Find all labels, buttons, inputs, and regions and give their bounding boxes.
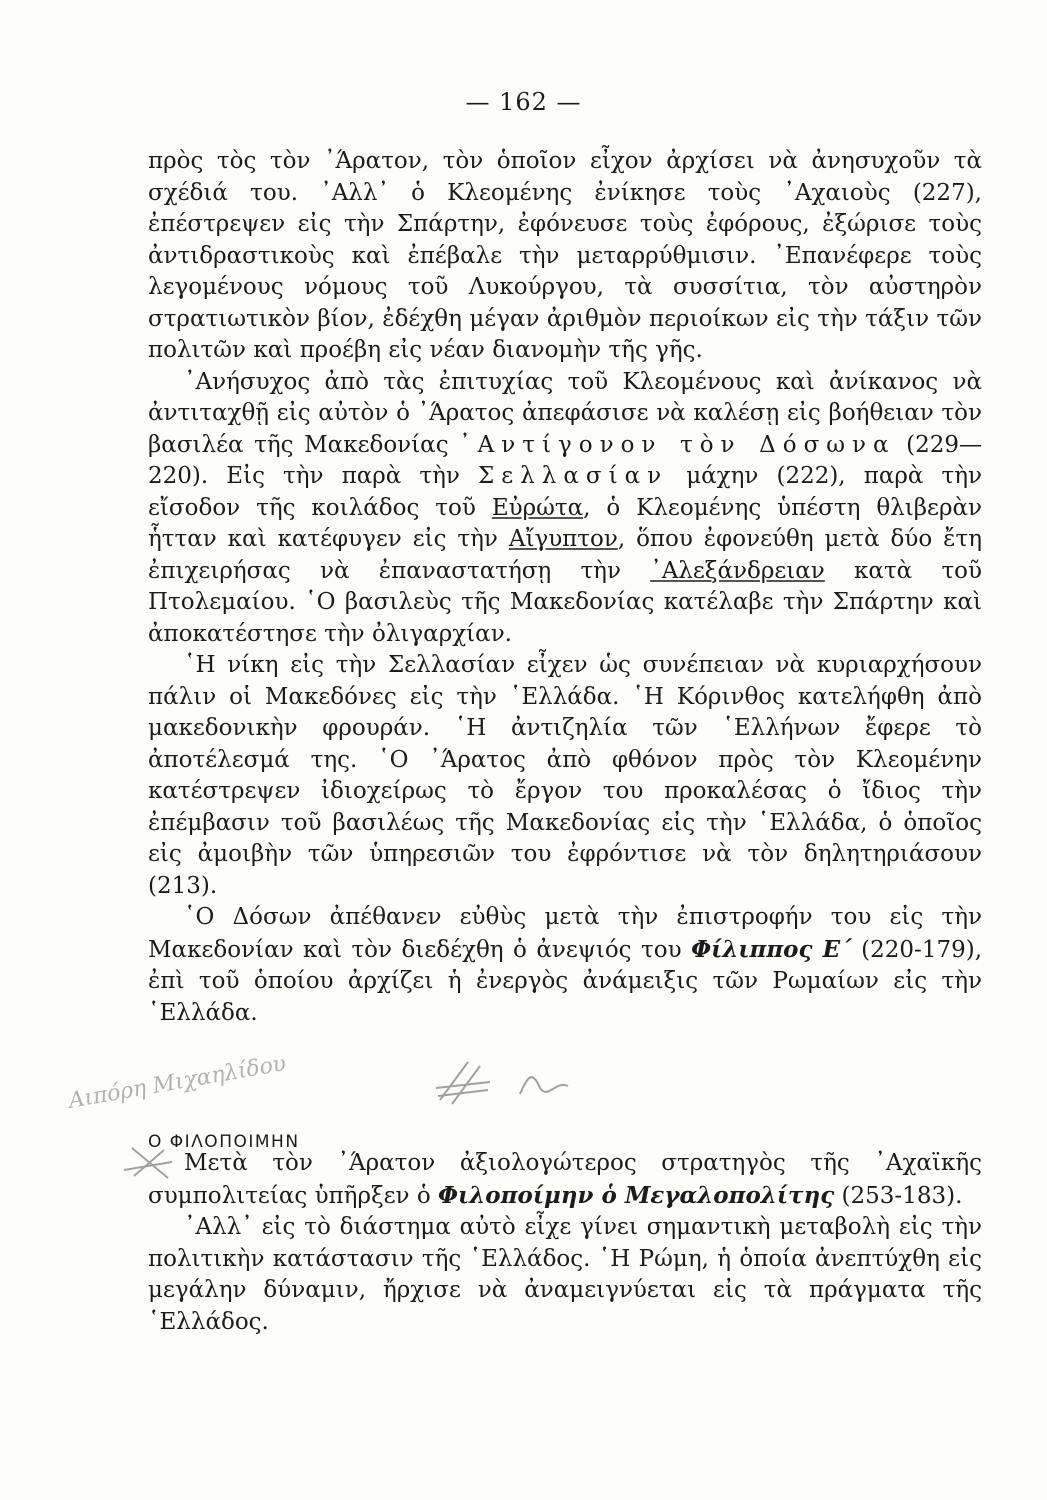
antigonus-doson-name: ᾽Αντίγονον τὸν Δόσωνα [459, 431, 896, 458]
alexandria-underlined: ᾽Αλεξάνδρειαν [650, 557, 825, 584]
paragraph-6 [148, 1212, 982, 1338]
paragraph-5 [148, 1148, 982, 1212]
eurotas-underlined: Εὐρώτα [491, 494, 584, 521]
paragraph-2-text-c: μάχην (222), παρὰ τὴν εἴσοδον τῆς κοιλάδος τοῦ [148, 463, 982, 521]
paragraph-6-text: ᾽Αλλ᾽ εἰς τὸ διάστημα αὐτὸ εἶχε γίνει σημαντικὴ μεταβολὴ εἰς τὴν πολιτικὴν κατάστασιν τῆς ῾Ελλάδος. ῾Η Ρώμη, ἡ ὁποία ἀνεπτύχθη εἰς μεγάλην δύναμιν, ἤρχισε νὰ ἀναμειγνύεται εἰς τὰ πράγματα τῆς ῾Ελλάδος. [148, 1214, 982, 1335]
body-text-section-2 [148, 1148, 982, 1338]
paragraph-3-text: ῾Η νίκη εἰς τὴν Σελλασίαν εἶχεν ὡς συνέπειαν νὰ κυριαρχήσουν πάλιν οἱ Μακεδόνες εἰς τὴν ῾Ελλάδα. ῾Η Κόρινθος κατελήφθη ἀπὸ μακεδονικὴν φρουράν. ῾Η ἀντιζηλία τῶν ῾Ελλήνων ἔφερε τὸ ἀποτέλεσμά της. ῾Ο ᾽Άρατος ἀπὸ φθόνον πρὸς τὸν Κλεομένην κατέστρεψεν ἰδιοχείρως τὸ ἔργον του προκαλέσας ὁ ἴδιος τὴν ἐπέμβασιν τοῦ βασιλέως τῆς Μακεδονίας εἰς τὴν ῾Ελλάδα, ὁ ὁποῖος εἰς ἀμοιβὴν τῶν ὑπηρεσιῶν του ἐφρόντισε νὰ τὸν δηλητηριάσουν (213). [148, 652, 982, 899]
paragraph-4 [148, 902, 982, 1029]
paragraph-4-text-b: (220-179), ἐπὶ τοῦ ὁποίου ἀρχίζει ἡ ἐνεργὸς ἀνάμειξις τῶν Ρωμαίων εἰς τὴν ῾Ελλάδα. [148, 936, 982, 1026]
philopoemen-name: Φιλοποίμην ὁ Μεγαλοπολίτης [438, 1181, 835, 1209]
paragraph-3 [148, 650, 982, 902]
paragraph-1-text: πρὸς τὸς τὸν ᾽Άρατον, τὸν ὁποῖον εἶχον ἀρχίσει νὰ ἀνησυχοῦν τὰ σχέδιά του. ᾽Αλλ᾽ ὁ Κλεομένης ἐνίκησε τοὺς ᾽Αχαιοὺς (227), ἐπέστρεψεν εἰς τὴν Σπάρτην, ἐφόνευσε τοὺς ἐφόρους, ἐξώρισε τοὺς ἀντιδραστικοὺς καὶ ἐπέβαλε τὴν μεταρρύθμισιν. ᾽Επανέφερε τοὺς λεγομένους νόμους τοῦ Λυκούργου, τὰ συσσίτια, τὸν αὐστηρὸν στρατιωτικὸν βίον, ἐδέχθη μέγαν ἀριθμὸν περιοίκων εἰς τὴν τάξιν τῶν πολιτῶν καὶ προέβη εἰς νέαν διανομὴν τῆς γῆς. [148, 148, 982, 363]
paragraph-2-text-a: ᾽Ανήσυχος ἀπὸ τὰς ἐπιτυχίας τοῦ Κλεομένους καὶ ἀνίκανος νὰ ἀντιταχθῇ εἰς αὐτὸν ὁ ᾽Άρατος ἀπεφάσισε νὰ καλέσῃ εἰς βοήθειαν τὸν βασιλέα τῆς Μακεδονίας [148, 368, 982, 458]
section-heading: Ο ΦΙΛΟΠΟΙΜΗΝ [148, 1132, 300, 1152]
paragraph-2 [148, 367, 982, 651]
scribble-mark-icon [436, 1062, 568, 1104]
paragraph-5-text-b: (253-183). [834, 1182, 963, 1209]
sellasia-place-name: Σελλασίαν [478, 463, 669, 489]
paragraph-1 [148, 146, 982, 367]
paragraph-2-text-d: , ὁ Κλεομένης ὑπέστη θλιβερὰν ἧτταν καὶ κατέφυγεν εἰς τὴν [148, 494, 983, 552]
egypt-underlined: Αἴγυπτον [508, 526, 618, 552]
paragraph-2-text-f: κατὰ τοῦ Πτολεμαίου. ῾Ο βασιλεὺς τῆς Μακεδονίας κατέλαβε τὴν Σπάρτην καὶ ἀποκατέστησε τὴν ὀλιγαρχίαν. [148, 557, 982, 647]
paragraph-5-text-a: Μετὰ τὸν ᾽Άρατον ἀξιολογώτερος στρατηγὸς τῆς ᾽Αχαϊκῆς συμπολιτείας ὑπῆρξεν ὁ [148, 1150, 982, 1209]
paragraph-2-text-b: (229—220). Εἰς τὴν παρὰ τὴν [148, 431, 982, 489]
page-number: — 162 — [465, 88, 582, 116]
paragraph-4-text-a: ῾Ο Δόσων ἀπέθανεν εὐθὺς μετὰ τὴν ἐπιστροφήν του εἰς τὴν Μακεδονίαν καὶ τὸν διεδέχθη ὁ ἀνεψιός του [148, 904, 982, 963]
margin-note: Αιπόρη Μιχαηλίδου [66, 1051, 288, 1114]
philip-v-name: Φίλιππος Ε΄ [691, 935, 852, 963]
body-text-section-1 [148, 146, 982, 1029]
paragraph-2-text-e: , ὅπου ἐφονεύθη μετὰ δύο ἔτη ἐπιχειρήσας νὰ ἐπαναστατήσῃ τὴν [148, 526, 982, 584]
